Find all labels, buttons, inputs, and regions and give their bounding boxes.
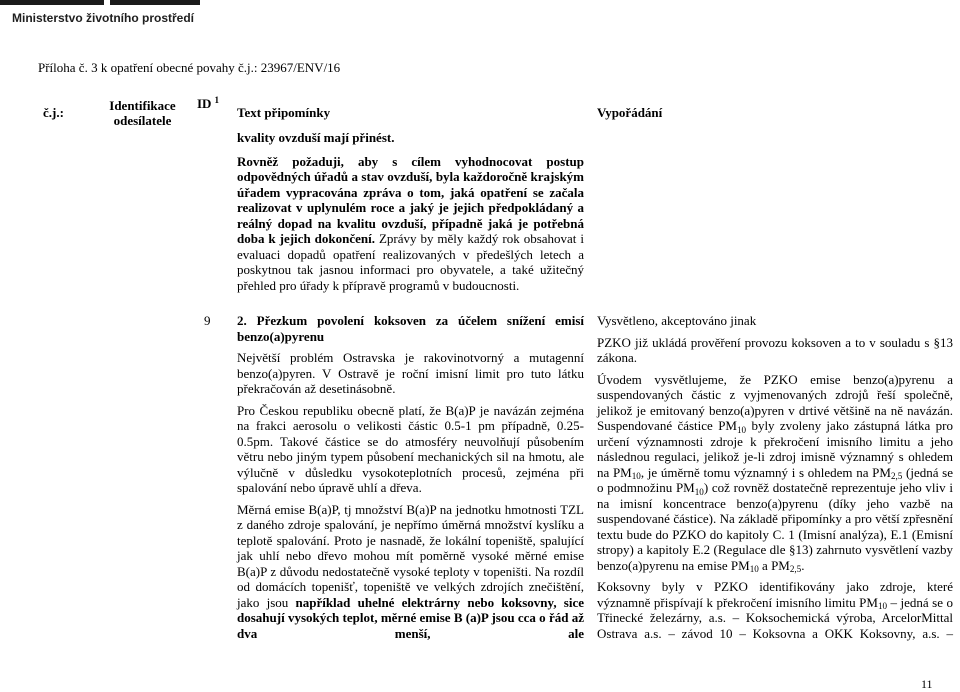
bold-text-run: například uhelné elektrárny nebo koksovny, sice dosahují vysokých teplot, měrné emise B (a)P jsou cca o řád až dva menší, ale: [237, 594, 584, 641]
resolution-paragraph: [597, 579, 953, 641]
text-run: Největší problém Ostravska je rakovinotvorný a mutagenní benzo(a)pyren. V Ostravě je roční imisní limit pro tuto látku překračován až desetinásobně.: [237, 350, 584, 396]
table-row-2-ref-no: [12, 309, 95, 642]
subscript-text: 2,5: [789, 564, 802, 575]
column-header-ref-no-label: č.j.:: [43, 105, 64, 121]
text-run: (jedná se o podmnožinu PM: [597, 464, 954, 495]
text-run: Zprávy by měly každý rok obsahovat i evaluaci dopadů opatření realizovaných v předešlých letech a poskytnou tak jasnou informaci pro obyvatele, a také užitečný přehled pro úřady k přípravě programů v budoucnosti.: [237, 231, 584, 293]
attachment-title: Příloha č. 3 k opatření obecné povahy č.j.: 23967/ENV/16: [38, 60, 341, 75]
column-header-id: [190, 96, 232, 130]
comment-paragraph: [237, 154, 584, 294]
column-header-resolution-label: Vypořádání: [597, 105, 663, 121]
text-run: a PM: [758, 557, 790, 573]
table-row-1-sender: [95, 130, 190, 309]
bold-text-run: 2. Přezkum povolení koksoven za účelem snížení emisí benzo(a)pyrenu: [237, 313, 584, 344]
subscript-text: 10: [736, 424, 747, 435]
table-row-1-ref-no: [12, 130, 95, 309]
text-run: Úvodem vysvětlujeme, že PZKO emise benzo(a)pyrenu a suspendovaných částic z vyjmenovaných zdrojů řeší společně, jelikož je emitovaný benzo(a)pyren v drtivé většině na ně navázán. Suspendované částice PM: [597, 371, 953, 433]
text-run: PZKO již ukládá prověření provozu koksoven a to v souladu s §13 zákona.: [597, 334, 953, 365]
comment-paragraph: [237, 350, 584, 397]
text-run: Pro Českou republiku obecně platí, že B(a)P je navázán zejména na frakci aerosolu o velikosti částic 0.5-1 pm případně, 0.25-0.5pm. Takové částice se do atmosféry neuvolňují působením větru nebo jiným typem působení mechanických sil na hmotu, ale výlučně v důsledku vysokoteplotních procesů, zejména při spalování nebo úpravě uhlí a dřeva.: [237, 402, 584, 495]
column-header-id-label: ID: [197, 96, 212, 111]
comment-paragraph: [237, 130, 584, 146]
table-row-2-sender: [95, 309, 190, 642]
column-header-ref-no: [12, 96, 95, 130]
table-row-2-id: [190, 309, 232, 642]
subscript-text: 10: [694, 486, 704, 497]
text-run: , je úměrně tomu významný i s ohledem na PM: [640, 464, 891, 480]
column-header-sender-label: Identifikace odesílatele: [109, 97, 176, 128]
subscript-text: 10: [877, 601, 888, 612]
bold-text-run: kvality ovzduší mají přinést.: [237, 130, 395, 145]
text-run: byly zvoleny jako zástupná látka pro určení významnosti zdroje k překročení imisního limitu a jeho následnou regulaci, jelikož je-li zdroj imisně významný s ohledem na PM: [597, 418, 953, 480]
table-row-2-comment-text: [232, 309, 590, 642]
table-row-1-resolution: [590, 130, 956, 309]
comment-paragraph: [237, 403, 584, 496]
footnote-marker: 1: [214, 96, 219, 106]
comment-paragraph: [237, 313, 584, 344]
comment-id: 9: [204, 313, 211, 328]
column-header-sender: [95, 96, 190, 130]
text-run: .: [801, 557, 805, 573]
logo-bar-right: [110, 0, 200, 5]
table-row-2-resolution: [590, 309, 956, 642]
column-header-comment-text: [232, 96, 590, 130]
text-run: Koksovny byly v PZKO identifikovány jako zdroje, které významně přispívají k překročení imisního limitu PM: [597, 579, 953, 610]
comment-paragraph: [237, 502, 584, 642]
bold-text-run: Rovněž požaduji, aby s cílem vyhodnocovat postup odpovědných úřadů a stav ovzduší, byla každoročně krajským úřadem vypracována zpráva o tom, jaká opatření se začala realizovat v uplynulém roce a jaký je jejich předpokládaný a reálný dopad na kvalitu ovzduší, případně jaká je potřebná doba k jejich dokončení.: [237, 153, 584, 246]
table-row-1-comment-text: [232, 130, 590, 309]
resolution-paragraph: [597, 335, 953, 366]
column-header-resolution: [590, 96, 956, 130]
table-row-1-id: [190, 130, 232, 309]
resolution-paragraph: [597, 372, 953, 574]
logo-bar-left: [0, 0, 104, 5]
subscript-text: 2,5: [890, 471, 903, 482]
ministry-name: Ministerstvo životního prostředí: [12, 11, 195, 25]
resolution-paragraph: [597, 313, 953, 329]
page-number: 11: [921, 677, 933, 691]
text-run: – jedná se o Třinecké železárny, a.s. – Koksochemická výroba, ArcelorMittal Ostrava a.s. – závod 10 – Koksovna a OKK Koksovny, a.s. –: [597, 594, 953, 641]
subscript-text: 10: [631, 471, 641, 482]
text-run: Vysvětleno, akceptováno jinak: [597, 313, 757, 328]
column-header-comment-text-label: Text připomínky: [237, 105, 331, 121]
text-run: Měrná emise B(a)P, tj množství B(a)P na jednotku hmotnosti TZL z daného zdroje spalování, je nepřímo úměrná množství kyslíku a teplotě spalování. Proto je nasnadě, že lokální topeniště, spalující jak uhlí nebo dřevo mohou mít poměrně vysoké měrné emise B(a)P z důvodu nedostatečně vysoké teploty v topeništi. Na rozdíl od domácích topenišť, topeniště ve velkých zdrojích znečištění, jako jsou: [237, 501, 584, 610]
text-run: ) což rovněž dostatečně reprezentuje jeho vliv i na imisní koncentrace benzo(a)pyrenu (díky jeho vazbě na suspendované částice). Na základě připomínky a pro větší zpřesnění textu bude do PZKO do kapitoly C. 1 (Imisní analýza), E.1 (Emisní stropy) a kapitoly E.2 (Regulace dle §13) zahrnuto vysvětlení vazby benzo(a)pyrenu na emise PM: [597, 480, 953, 573]
subscript-text: 10: [749, 564, 759, 575]
